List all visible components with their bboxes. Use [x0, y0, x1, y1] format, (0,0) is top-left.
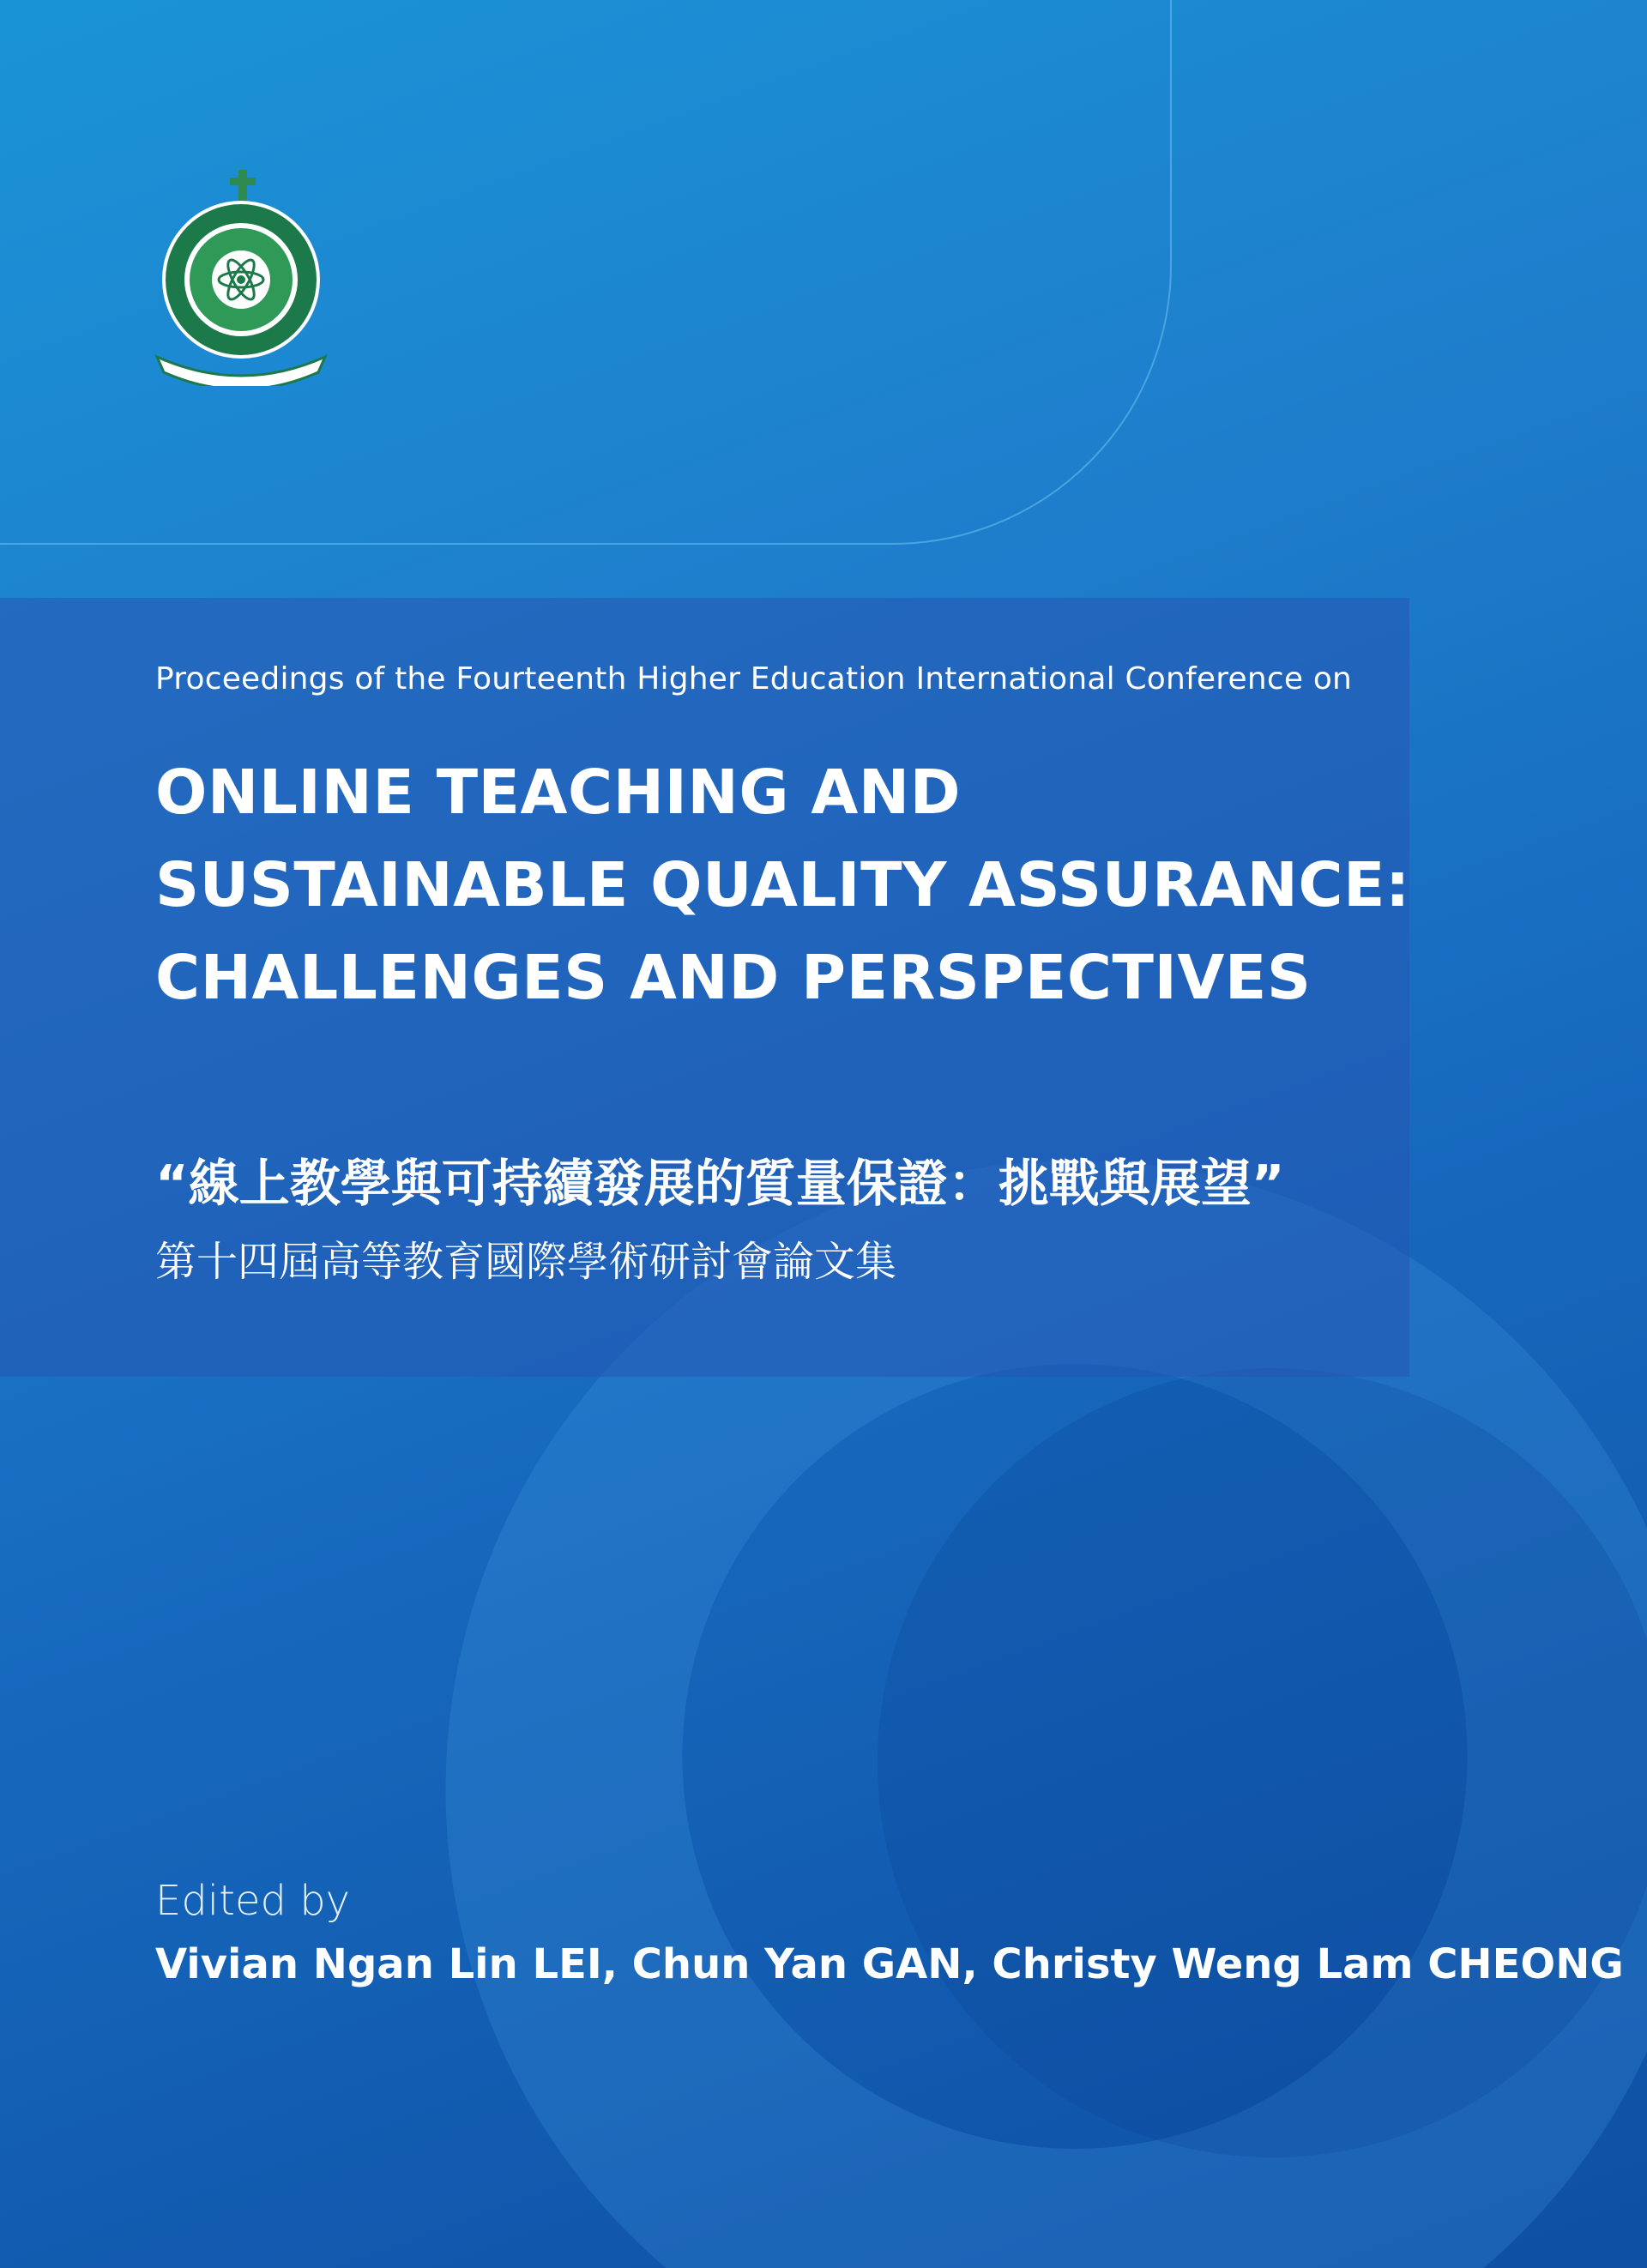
- chinese-subtitle: 第十四屆高等教育國際學術研討會論文集: [155, 1238, 897, 1286]
- main-title-line: CHALLENGES AND PERSPECTIVES: [155, 942, 1312, 1013]
- university-seal-icon: [150, 170, 339, 386]
- edited-by-label: Edited by: [155, 1877, 351, 1925]
- lower-circle: [878, 1368, 1647, 2157]
- chinese-title: “線上教學與可持續發展的質量保證：挑戰與展望”: [155, 1154, 1285, 1213]
- main-title-line: ONLINE TEACHING AND: [155, 757, 962, 828]
- editor-names: Vivian Ngan Lin LEI, Chun Yan GAN, Christy Weng Lam CHEONG: [155, 1940, 1624, 1988]
- proceedings-line: Proceedings of the Fourteenth Higher Education International Conference on: [155, 661, 1353, 697]
- main-title: [155, 746, 1410, 1024]
- main-title-line: SUSTAINABLE QUALITY ASSURANCE:: [155, 849, 1410, 920]
